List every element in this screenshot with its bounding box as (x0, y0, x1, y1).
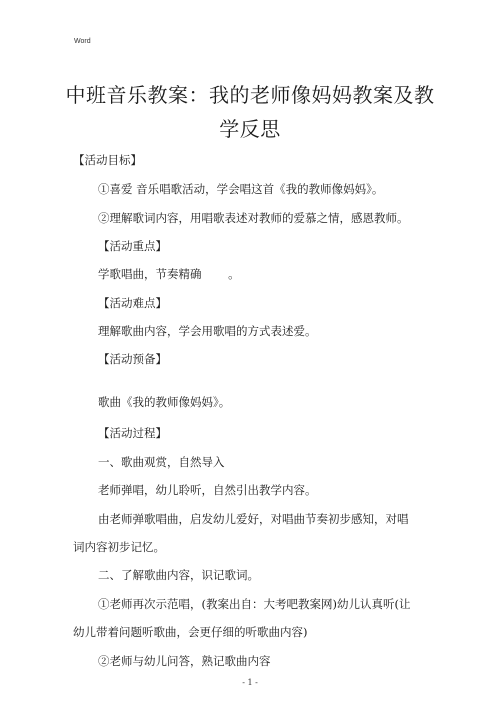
body-line: ②老师与幼儿问答，熟记歌曲内容 (98, 654, 271, 668)
section-heading-focus: 【活动重点】 (98, 239, 167, 253)
body-line: 一、歌曲观赏，自然导入 (98, 455, 225, 469)
document-title (60, 78, 440, 146)
body-line: 学歌唱曲，节奏精确 。 (98, 267, 240, 281)
body-line: ②理解歌词内容，用唱歌表述对教师的爱慕之情，感恩教师。 (98, 211, 409, 225)
section-heading-process: 【活动过程】 (98, 426, 167, 440)
page-number: - 1 - (242, 678, 258, 687)
body-line: 由老师弹歌唱曲，启发幼儿爱好，对唱曲节奏初步感知，对唱 (98, 512, 409, 526)
word-header-label: Word (74, 38, 91, 45)
body-line: 老师弹唱，幼儿聆听，自然引出教学内容。 (98, 483, 317, 497)
title-line-1: 中班音乐教案：我的老师像妈妈教案及教 (65, 83, 435, 107)
title-line-2: 学反思 (219, 117, 281, 141)
body-line: 歌曲《我的教师像妈妈》。 (98, 395, 231, 409)
body-line: 幼儿带着问题听歌曲，会更仔细的听歌曲内容) (73, 625, 308, 639)
section-heading-goals: 【活动目标】 (73, 153, 142, 167)
body-line: 二、了解歌曲内容，识记歌词。 (98, 568, 259, 582)
section-heading-preparation: 【活动预备】 (98, 352, 167, 366)
body-line: ①喜爱 音乐唱歌活动，学会唱这首《我的教师像妈妈》。 (98, 182, 384, 196)
section-heading-difficulty: 【活动难点】 (98, 296, 167, 310)
body-line: 理解歌曲内容，学会用歌唱的方式表述爱。 (98, 324, 317, 338)
body-line: 词内容初步记忆。 (73, 540, 165, 554)
body-line: ①老师再次示范唱，(教案出自：大考吧教案网)幼儿认真听(让 (98, 597, 411, 611)
